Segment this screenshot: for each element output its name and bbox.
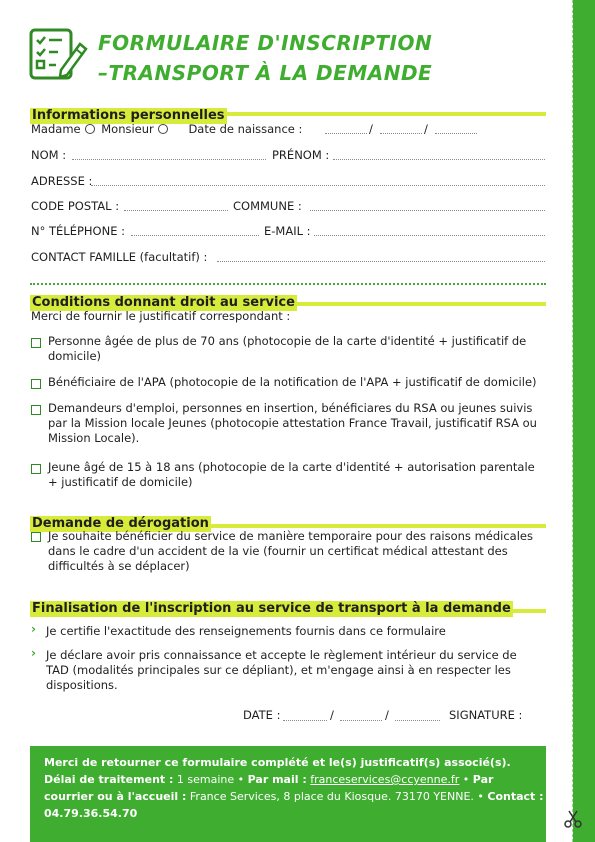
- condition-item-1: Personne âgée de plus de 70 ans (photocopie de la carte d'identité + justificatif de domicile): [48, 334, 527, 363]
- section-personal-heading: Informations personnelles: [32, 108, 225, 123]
- checkbox-icon[interactable]: [31, 405, 41, 415]
- contact-phone: 04.79.36.54.70: [44, 807, 138, 820]
- page-title: [98, 28, 432, 88]
- madame-label: Madame: [31, 122, 81, 136]
- adresse-field[interactable]: [91, 176, 545, 186]
- monsieur-radio[interactable]: [158, 124, 168, 134]
- telephone-label: N° TÉLÉPHONE :: [31, 224, 126, 238]
- finalisation-item-2: Je déclare avoir pris connaissance et accepte le règlement intérieur du service de TAD (modalités principales sur ce dépliant), et m'engage ainsi à en respecter les dispositions.: [46, 648, 517, 692]
- mail-link[interactable]: franceservices@ccyenne.fr: [310, 773, 460, 786]
- birth-day-field[interactable]: [325, 124, 367, 134]
- date-day-field[interactable]: [283, 711, 327, 721]
- code-postal-label: CODE POSTAL :: [31, 199, 120, 213]
- signature-label: SIGNATURE :: [449, 708, 523, 722]
- footer-return-note: Merci de retourner ce formulaire complété et le(s) justificatif(s) associé(s).: [44, 756, 511, 769]
- contact-label: Contact :: [487, 790, 544, 803]
- footer-contact-row-1: Délai de traitement : 1 semaine • Par mail : franceservices@ccyenne.fr • Par courrier ou à l'accueil : France Services, 8 place du Kiosque. 73170 YENNE. • Contact : 04.79.36.54.70: [44, 773, 544, 820]
- section-divider: [30, 283, 546, 285]
- section-finalisation-heading: Finalisation de l'inscription au service de transport à la demande: [32, 601, 511, 616]
- conditions-intro: Merci de fournir le justificatif correspondant :: [31, 309, 291, 323]
- courrier-label: Par courrier ou à l'accueil :: [44, 773, 494, 803]
- courrier-value: France Services, 8 place du Kiosque. 73170 YENNE.: [189, 790, 474, 803]
- birth-date-label: Date de naissance :: [188, 122, 303, 136]
- title-line-2: –TRANSPORT À LA DEMANDE: [98, 61, 433, 85]
- cut-line: [572, 0, 573, 842]
- contact-famille-field[interactable]: [217, 252, 545, 262]
- date-year-field[interactable]: [395, 711, 440, 721]
- contact-famille-label: CONTACT FAMILLE (facultatif) :: [31, 250, 208, 264]
- madame-radio[interactable]: [85, 124, 95, 134]
- checkbox-icon[interactable]: [31, 379, 41, 389]
- date-slash: /: [424, 122, 428, 136]
- chevron-right-icon: ›: [31, 646, 36, 660]
- monsieur-label: Monsieur: [101, 122, 154, 136]
- delai-label: Délai de traitement :: [44, 773, 174, 786]
- email-label: E-MAIL :: [264, 224, 311, 238]
- delai-value: 1 semaine: [176, 773, 235, 786]
- finalisation-item-1: Je certifie l'exactitude des renseignements fournis dans ce formulaire: [46, 624, 446, 638]
- condition-item-4: Jeune âgé de 15 à 18 ans (photocopie de la carte d'identité + autorisation parentale + justificatif de domicile): [48, 460, 535, 489]
- condition-item-3: Demandeurs d'emploi, personnes en insertion, bénéficiares du RSA ou jeunes suivis par la Mission locale Jeunes (photocopie attestation France Travail, justificatif RSA ou Mission Locale).: [48, 401, 537, 445]
- code-postal-field[interactable]: [124, 201, 228, 211]
- date-slash: /: [385, 708, 389, 722]
- section-derogation-heading: Demande de dérogation: [32, 516, 209, 531]
- chevron-right-icon: ›: [31, 622, 36, 636]
- civility-row: [31, 122, 302, 137]
- telephone-field[interactable]: [131, 226, 259, 236]
- section-conditions-heading: Conditions donnant droit au service: [32, 295, 295, 310]
- commune-label: COMMUNE :: [233, 199, 302, 213]
- nom-label: NOM :: [31, 148, 67, 162]
- checkbox-icon[interactable]: [31, 338, 41, 348]
- birth-year-field[interactable]: [435, 124, 477, 134]
- derogation-text: Je souhaite bénéficier du service de manière temporaire pour des raisons médicales dans le cadre d'un accident de la vie (fournir un certificat médical attestant des difficultés à se déplacer): [48, 529, 533, 573]
- adresse-label: ADRESSE :: [31, 174, 93, 188]
- nom-field[interactable]: [72, 150, 266, 160]
- commune-field[interactable]: [310, 201, 545, 211]
- birth-month-field[interactable]: [380, 124, 422, 134]
- checklist-pen-icon: [28, 26, 90, 82]
- checkbox-icon[interactable]: [31, 464, 41, 474]
- date-label: DATE :: [243, 708, 281, 722]
- prenom-label: PRÉNOM :: [272, 148, 330, 162]
- date-slash: /: [369, 122, 373, 136]
- condition-item-2: Bénéficiaire de l'APA (photocopie de la notification de l'APA + justificatif de domicile): [48, 375, 537, 389]
- scissors-icon: [562, 808, 584, 830]
- mail-label: Par mail :: [247, 773, 307, 786]
- cut-edge-strip: [573, 0, 595, 842]
- prenom-field[interactable]: [333, 150, 545, 160]
- email-field[interactable]: [314, 226, 545, 236]
- checkbox-icon[interactable]: [31, 532, 41, 542]
- date-month-field[interactable]: [340, 711, 382, 721]
- title-line-1: FORMULAIRE D'INSCRIPTION: [98, 31, 433, 55]
- date-slash: /: [330, 708, 334, 722]
- contact-footer: [30, 746, 546, 842]
